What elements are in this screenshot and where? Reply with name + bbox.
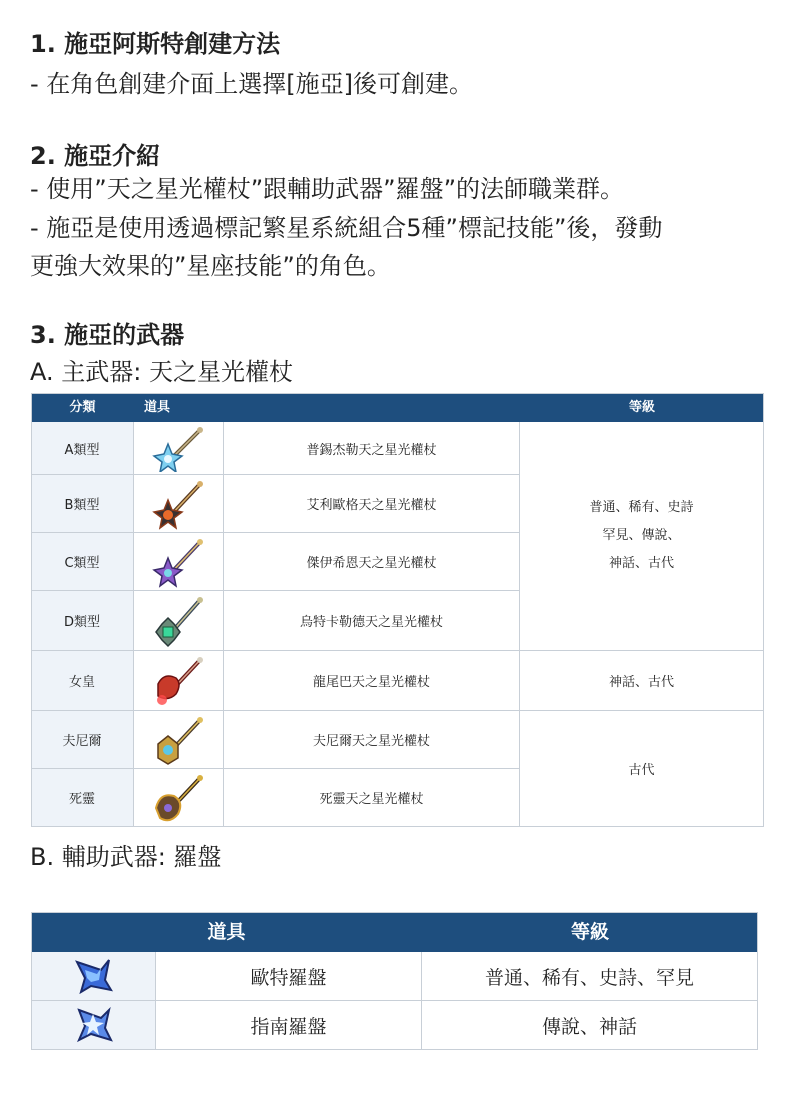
grade-cell-group3: 古代: [520, 711, 764, 827]
section2-heading: 2. 施亞介紹: [30, 142, 161, 170]
scepter-fafnir-icon: [134, 711, 224, 769]
grade-line: 普通、稀有、史詩: [589, 500, 694, 515]
section2-text-2: - 施亞是使用透過標記繁星系統組合5種”標記技能”後，發動: [30, 214, 663, 242]
section1-heading: 1. 施亞阿斯特創建方法: [30, 30, 281, 58]
type-cell: 死靈: [31, 769, 134, 827]
scepter-ice-icon: [134, 422, 224, 475]
header-item: 道具: [31, 912, 422, 952]
grade-line: 罕見、傳說、: [602, 528, 681, 543]
grade-cell: 普通、稀有、史詩、罕見: [422, 952, 758, 1001]
item-name: 龍尾巴天之星光權杖: [224, 651, 520, 711]
scepter-necro-icon: [134, 769, 224, 827]
item-name: 烏特卡勒德天之星光權杖: [224, 591, 520, 651]
compass-blue-icon: [31, 952, 156, 1001]
type-cell: B類型: [31, 475, 134, 533]
header-item: 道具: [134, 393, 520, 422]
scepter-dragon-icon: [134, 651, 224, 711]
section2-text-1: - 使用”天之星光權杖”跟輔助武器”羅盤”的法師職業群。: [30, 175, 625, 203]
type-cell: A類型: [31, 422, 134, 475]
item-name: 夫尼爾天之星光權杖: [224, 711, 520, 769]
item-name: 指南羅盤: [156, 1001, 422, 1050]
header-category: 分類: [31, 393, 134, 422]
header-grade: 等級: [520, 393, 764, 422]
grade-line: 神話、古代: [608, 556, 674, 571]
type-cell: 夫尼爾: [31, 711, 134, 769]
main-weapon-table: [31, 393, 764, 827]
type-cell: D類型: [31, 591, 134, 651]
section3-heading: 3. 施亞的武器: [30, 321, 185, 349]
scepter-violet-icon: [134, 533, 224, 591]
item-name: 歐特羅盤: [156, 952, 422, 1001]
grade-cell-group2: 神話、古代: [520, 651, 764, 711]
scepter-emerald-icon: [134, 591, 224, 651]
item-name: 艾利歐格天之星光權杖: [224, 475, 520, 533]
grade-cell: 傳說、神話: [422, 1001, 758, 1050]
section3-sub-b: B. 輔助武器: 羅盤: [30, 843, 222, 871]
section3-sub-a: A. 主武器: 天之星光權杖: [30, 358, 293, 386]
scepter-fire-icon: [134, 475, 224, 533]
grade-cell-group1: [520, 422, 764, 651]
item-name: 傑伊希恩天之星光權杖: [224, 533, 520, 591]
item-name: 普錫杰勒天之星光權杖: [224, 422, 520, 475]
compass-sparkle-icon: [31, 1001, 156, 1050]
type-cell: C類型: [31, 533, 134, 591]
type-cell: 女皇: [31, 651, 134, 711]
section2-text-3: 更強大效果的”星座技能”的角色。: [30, 252, 391, 280]
sub-weapon-table: [31, 912, 758, 1050]
item-name: 死靈天之星光權杖: [224, 769, 520, 827]
section1-text: - 在角色創建介面上選擇[施亞]後可創建。: [30, 70, 474, 98]
header-grade: 等級: [422, 912, 758, 952]
